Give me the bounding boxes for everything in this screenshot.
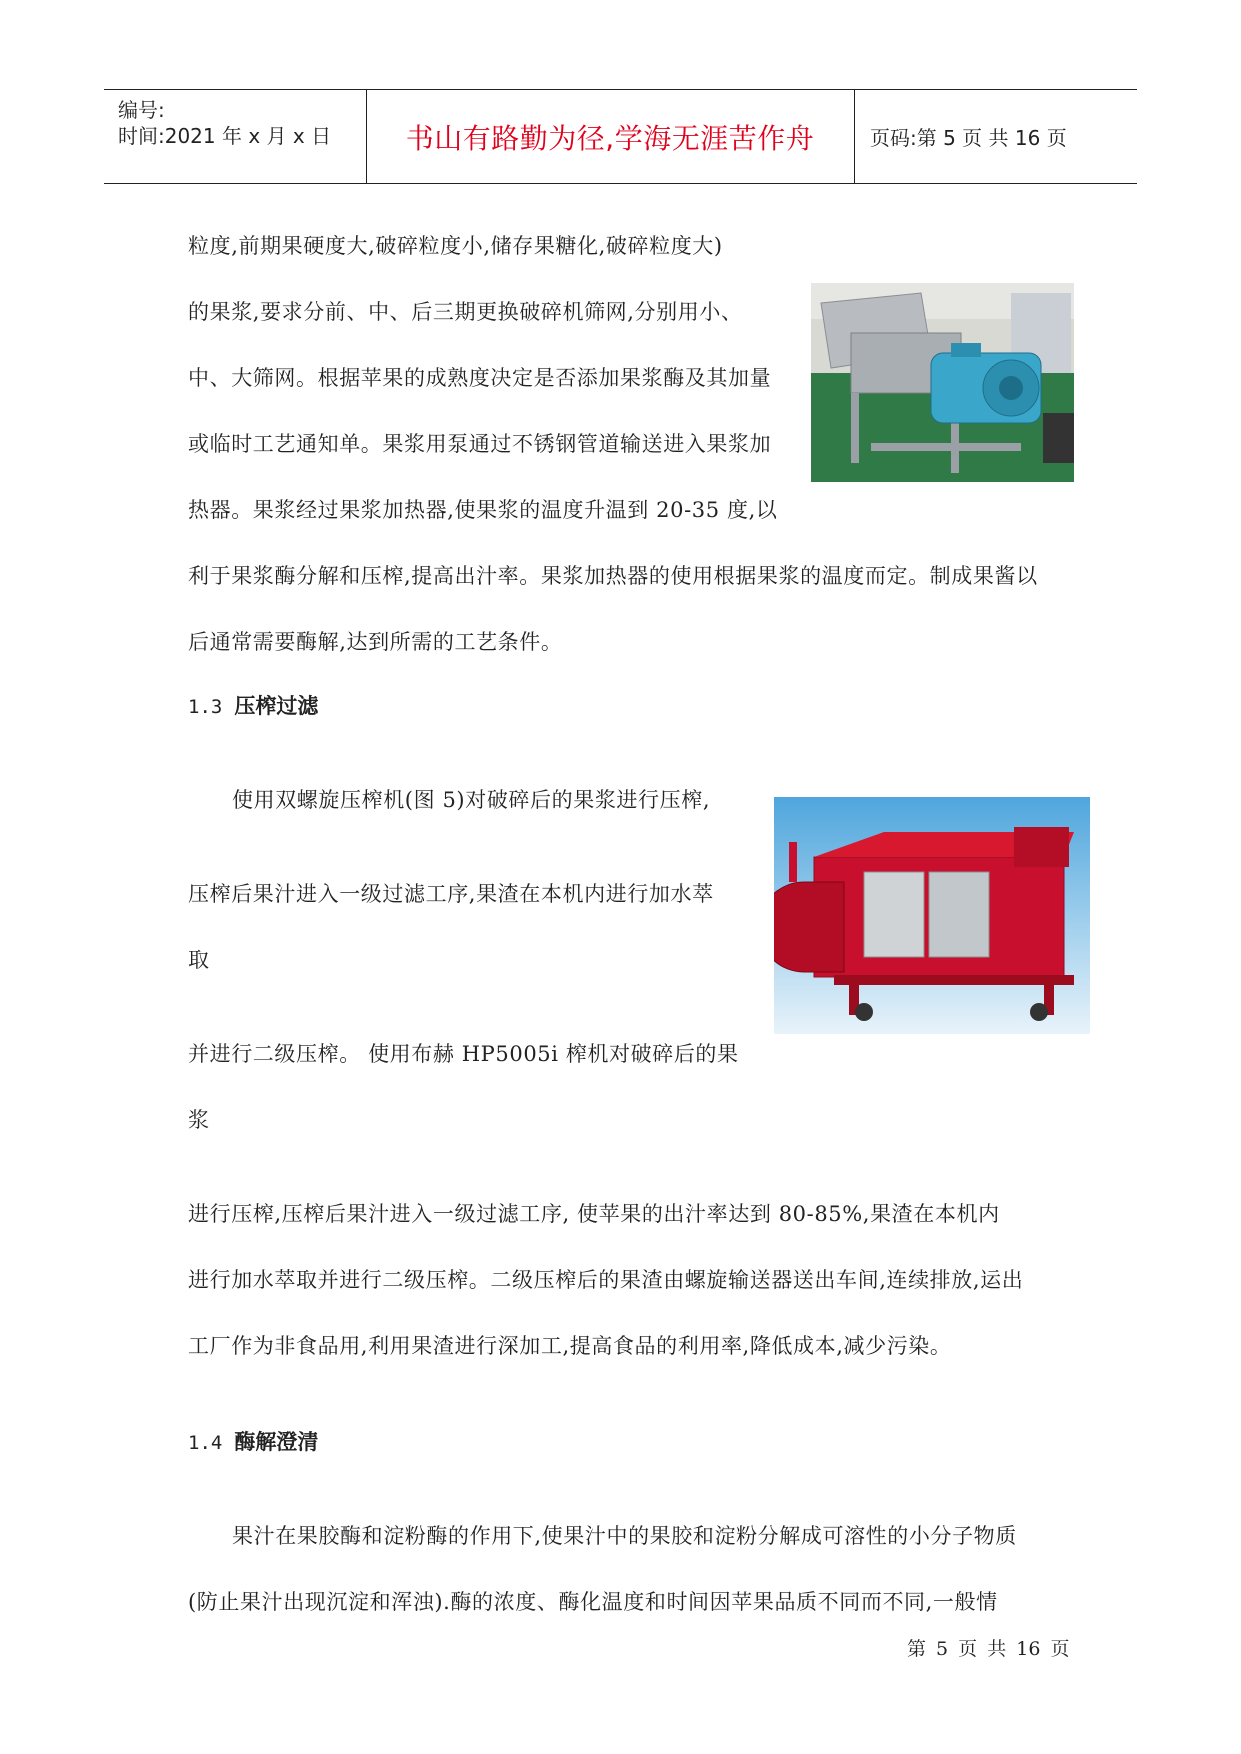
doc-time-label: 时间:2021 年 x 月 x 日 (118, 124, 332, 148)
doc-number-label: 编号: (118, 98, 165, 122)
section-heading-1-4 (188, 1426, 318, 1456)
paragraph-line: 的果浆,要求分前、中、后三期更换破碎机筛网,分别用小、 (188, 300, 743, 324)
paragraph-line: 进行加水萃取并进行二级压榨。二级压榨后的果渣由螺旋输送器送出车间,连续排放,运出 (188, 1268, 1024, 1292)
paragraph-line: (防止果汁出现沉淀和浑浊).酶的浓度、酶化温度和时间因苹果品质不同而不同,一般情 (188, 1590, 998, 1614)
crusher-machine-photo (811, 283, 1074, 482)
header-meta-cell (104, 90, 367, 183)
paragraph-line: 工厂作为非食品用,利用果渣进行深加工,提高食品的利用率,降低成本,减少污染。 (188, 1334, 952, 1358)
header-motto: 书山有路勤为径,学海无涯苦作舟 (405, 121, 815, 155)
paragraph-line: 浆 (188, 1108, 210, 1132)
paragraph-line: 或临时工艺通知单。果浆用泵通过不锈钢管道输送进入果浆加 (188, 432, 772, 456)
paragraph-line: 压榨后果汁进入一级过滤工序,果渣在本机内进行加水萃 (188, 882, 714, 906)
header-page-cell (856, 90, 1136, 183)
header-page-number: 页码:第 5 页 共 16 页 (870, 126, 1067, 150)
paragraph-line: 后通常需要酶解,达到所需的工艺条件。 (188, 630, 563, 654)
paragraph-line: 进行压榨,压榨后果汁进入一级过滤工序, 使苹果的出汁率达到 80-85%,果渣在本机内 (188, 1202, 1000, 1226)
paragraph-line: 取 (188, 948, 210, 972)
section-number: 1.4 (188, 1432, 223, 1454)
section-title: 酶解澄清 (234, 1430, 319, 1454)
section-number: 1.3 (188, 696, 223, 718)
paragraph-line: 利于果浆酶分解和压榨,提高出汁率。果浆加热器的使用根据果浆的温度而定。制成果酱以 (188, 564, 1038, 588)
paragraph-line: 并进行二级压榨。 使用布赫 HP5005i 榨机对破碎后的果 (188, 1042, 739, 1066)
section-title: 压榨过滤 (234, 694, 319, 718)
page-header (104, 89, 1137, 184)
paragraph-line: 热器。果浆经过果浆加热器,使果浆的温度升温到 20-35 度,以 (188, 498, 778, 522)
section-heading-1-3 (188, 690, 318, 720)
paragraph-line: 中、大筛网。根据苹果的成熟度决定是否添加果浆酶及其加量 (188, 366, 772, 390)
paragraph-line: 果汁在果胶酶和淀粉酶的作用下,使果汁中的果胶和淀粉分解成可溶性的小分子物质 (232, 1524, 1017, 1548)
paragraph-line: 粒度,前期果硬度大,破碎粒度小,储存果糖化,破碎粒度大) (188, 234, 723, 258)
page-footer: 第 5 页 共 16 页 (907, 1638, 1070, 1660)
twin-screw-press-photo (774, 797, 1090, 1034)
header-motto-cell (366, 90, 855, 183)
paragraph-line: 使用双螺旋压榨机(图 5)对破碎后的果浆进行压榨, (232, 788, 711, 812)
